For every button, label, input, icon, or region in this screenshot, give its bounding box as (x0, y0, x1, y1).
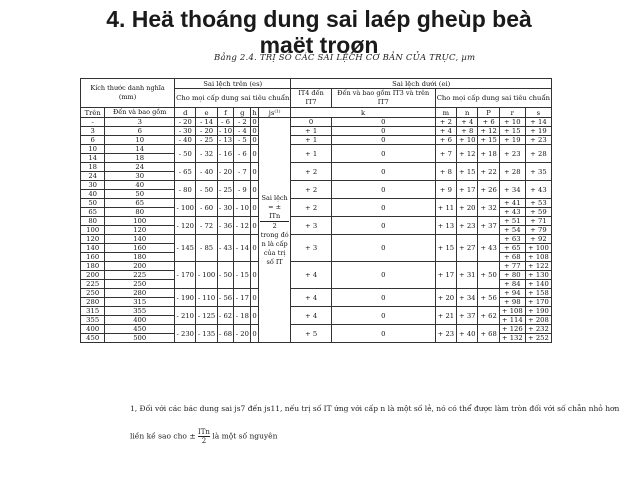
cell-k-it4: + 4 (291, 289, 331, 307)
cell-r: + 68 (499, 253, 525, 262)
cell-n: + 34 (457, 289, 478, 307)
cell-p: + 15 (478, 136, 499, 145)
cell-k-it4: 0 (291, 118, 331, 127)
cell-e: - 100 (196, 262, 217, 289)
cell-k-it4: + 1 (291, 136, 331, 145)
cell-f: - 10 (219, 127, 233, 135)
cell-g: - 6 (234, 145, 251, 163)
size-to: 500 (105, 334, 175, 343)
cell-k-it4: + 5 (291, 325, 331, 343)
cell-m: + 9 (435, 181, 456, 199)
cell-k-it4: + 4 (291, 262, 331, 289)
col-header-lower-0: m (435, 108, 456, 118)
cell-n: + 27 (457, 235, 478, 262)
cell-h: 0 (251, 181, 259, 199)
size-from: 200 (81, 271, 105, 280)
cell-h: 0 (251, 289, 259, 307)
size-from: 280 (81, 298, 105, 307)
table-row (81, 325, 552, 334)
cell-f: - 36 (217, 217, 234, 235)
cell-s: + 232 (525, 325, 551, 334)
table-row (81, 199, 552, 208)
size-to: 225 (105, 271, 175, 280)
cell-d: - 30 (175, 127, 196, 136)
col-header-3: g (234, 108, 251, 118)
cell-n: + 15 (457, 163, 478, 181)
cell-h: 0 (251, 163, 259, 181)
cell-m: + 2 (435, 118, 456, 127)
cell-n: + 17 (457, 181, 478, 199)
size-to: 180 (105, 253, 175, 262)
js-note-line: của trị (263, 248, 286, 257)
cell-r: + 43 (499, 208, 525, 217)
cell-s: + 208 (525, 316, 551, 325)
cell-n: + 37 (457, 307, 478, 325)
cell-r: + 51 (499, 217, 525, 226)
cell-r: + 63 (499, 235, 525, 244)
size-to: 6 (105, 127, 175, 136)
cell-r: + 54 (499, 226, 525, 235)
cell-s: + 92 (525, 235, 551, 244)
slide-title-line2: maët troøn (259, 32, 379, 58)
cell-k-it4: + 3 (291, 217, 331, 235)
table-row (81, 262, 552, 271)
cell-s: + 14 (525, 118, 551, 127)
cell-p: + 62 (478, 307, 499, 325)
cell-d: - 145 (175, 235, 196, 262)
col-header-k: k (291, 108, 435, 118)
cell-k-it4: + 4 (291, 307, 331, 325)
cell-n: + 40 (457, 325, 478, 343)
size-to: 18 (105, 154, 175, 163)
cell-h: 0 (252, 136, 257, 144)
cell-g: - 7 (234, 163, 251, 181)
cell-d: - 80 (175, 181, 196, 199)
cell-p: + 68 (478, 325, 499, 343)
all-grades-header-2: Cho mọi cấp dung sai tiêu chuẩn (435, 89, 551, 108)
cell-e: - 85 (196, 235, 217, 262)
cell-k-it4: + 2 (291, 181, 331, 199)
it3-header: Đến và bao gồm IT3 và trên IT7 (331, 89, 435, 108)
cell-h: 0 (251, 145, 259, 163)
cell-e: - 60 (196, 199, 217, 217)
fraction-numerator: ITn (198, 428, 210, 436)
cell-h: 0 (252, 118, 257, 126)
size-to: 280 (105, 289, 175, 298)
cell-e: - 125 (196, 307, 217, 325)
table-caption: Bảng 2.4. TRỊ SỐ CÁC SAI LỆCH CƠ BẢN CỦA TRỤC, µm (214, 53, 476, 63)
cell-k-it4: + 2 (291, 199, 331, 217)
cell-p: + 18 (478, 145, 499, 163)
cell-s: + 53 (525, 199, 551, 208)
cell-d: - 40 (175, 136, 196, 145)
cell-g: - 17 (234, 289, 251, 307)
cell-p: + 43 (478, 235, 499, 262)
size-from: 40 (81, 190, 105, 199)
cell-s: + 122 (525, 262, 551, 271)
cell-k-it3: 0 (331, 136, 435, 145)
cell-r: + 23 (499, 145, 525, 163)
slide-title-line1: 4. Heä thoáng dung sai laép gheùp beà (106, 6, 532, 32)
table-row (81, 289, 552, 298)
cell-d: - 20 (175, 118, 196, 127)
cell-r: + 126 (499, 325, 525, 334)
cell-f: - 6 (217, 118, 234, 127)
it4-header: IT4 đến IT7 (291, 89, 331, 108)
size-from: 24 (81, 172, 105, 181)
size-to: 10 (105, 136, 175, 145)
cell-s: + 23 (525, 136, 551, 145)
size-from: 30 (81, 181, 105, 190)
cell-p: + 56 (478, 289, 499, 307)
cell-p: + 12 (478, 127, 499, 136)
cell-e: - 110 (196, 289, 217, 307)
cell-f: - 20 (217, 163, 234, 181)
cell-g: - 10 (234, 199, 251, 217)
col-header-0: d (175, 108, 196, 118)
size-from: 65 (81, 208, 105, 217)
js-formula-cell (258, 118, 290, 343)
size-from: 450 (81, 334, 105, 343)
cell-f: - 68 (217, 325, 234, 343)
table-row (81, 136, 552, 145)
cell-s: + 108 (525, 253, 551, 262)
cell-m: + 7 (435, 145, 456, 163)
cell-m: + 13 (435, 217, 456, 235)
cell-r: + 114 (499, 316, 525, 325)
cell-r: + 28 (499, 163, 525, 181)
cell-e: - 50 (196, 181, 217, 199)
cell-r: + 94 (499, 289, 525, 298)
cell-r: + 10 (499, 118, 525, 127)
cell-d: - 170 (175, 262, 196, 289)
cell-n: + 10 (457, 136, 478, 145)
all-grades-header: Cho mọi cấp dung sai tiêu chuẩn (175, 89, 291, 108)
col-header-lower-1: n (457, 108, 478, 118)
cell-d: - 210 (175, 307, 196, 325)
size-from: 14 (81, 154, 105, 163)
size-to: 450 (105, 325, 175, 334)
cell-g: - 14 (234, 235, 251, 262)
cell-k-it4: + 1 (291, 127, 331, 136)
cell-k-it3: 0 (331, 127, 435, 136)
js-note-line: Sai lệch (261, 193, 288, 202)
col-header-4: h (252, 108, 257, 117)
cell-d: - 230 (175, 325, 196, 343)
size-from: 250 (81, 289, 105, 298)
cell-m: + 15 (435, 235, 456, 262)
cell-r: + 108 (499, 307, 525, 316)
size-from: 50 (81, 199, 105, 208)
cell-m: + 11 (435, 199, 456, 217)
cell-s: + 190 (525, 307, 551, 316)
cell-s: + 170 (525, 298, 551, 307)
cell-d: - 100 (175, 199, 196, 217)
table-row (81, 145, 552, 154)
cell-e: - 40 (196, 163, 217, 181)
js-note-line: n là cấp (261, 239, 288, 248)
cell-n: + 31 (457, 262, 478, 289)
col-header-5: js⁽¹⁾ (258, 108, 290, 118)
upper-deviation-header: Sai lệch trên (es) (175, 79, 291, 89)
size-to: 80 (105, 208, 175, 217)
cell-e: - 14 (196, 118, 217, 127)
cell-k-it3: 0 (331, 163, 435, 181)
cell-f: - 50 (217, 262, 234, 289)
col-header-lower-2: P (478, 108, 499, 118)
cell-p: + 32 (478, 199, 499, 217)
cell-d: - 120 (175, 217, 196, 235)
size-from: - (81, 118, 105, 127)
cell-r: + 19 (499, 136, 525, 145)
cell-e: - 25 (196, 136, 217, 145)
cell-e: - 135 (196, 325, 217, 343)
table-row (81, 127, 552, 136)
cell-r: + 41 (499, 199, 525, 208)
cell-k-it3: 0 (331, 262, 435, 289)
cell-d: - 50 (175, 145, 196, 163)
cell-s: + 59 (525, 208, 551, 217)
cell-k-it3: 0 (331, 325, 435, 343)
col-header-lower-4: s (525, 108, 551, 118)
cell-r: + 15 (499, 127, 525, 136)
cell-g: - 9 (234, 181, 251, 199)
cell-f: - 30 (217, 199, 234, 217)
js-note-line: số IT (266, 257, 283, 266)
cell-s: + 140 (525, 280, 551, 289)
cell-f: - 43 (217, 235, 234, 262)
cell-m: + 23 (435, 325, 456, 343)
cell-d: - 190 (175, 289, 196, 307)
table-row (81, 235, 552, 244)
cell-k-it4: + 1 (291, 145, 331, 163)
size-from: 18 (81, 163, 105, 172)
size-to: 30 (105, 172, 175, 181)
cell-m: + 8 (435, 163, 456, 181)
size-to: 315 (105, 298, 175, 307)
cell-h: 0 (251, 235, 259, 262)
cell-g: - 2 (234, 118, 251, 127)
size-to: 65 (105, 199, 175, 208)
size-to: 250 (105, 280, 175, 289)
cell-s: + 43 (525, 181, 551, 199)
size-from: 225 (81, 280, 105, 289)
cell-k-it3: 0 (331, 199, 435, 217)
cell-g: - 18 (234, 307, 251, 325)
size-from: 80 (81, 217, 105, 226)
cell-e: - 72 (196, 217, 217, 235)
cell-s: + 79 (525, 226, 551, 235)
cell-g: - 20 (234, 325, 251, 343)
size-from: 180 (81, 262, 105, 271)
table-row (81, 118, 552, 127)
cell-f: - 16 (217, 145, 234, 163)
cell-s: + 71 (525, 217, 551, 226)
cell-m: + 20 (435, 289, 456, 307)
cell-p: + 26 (478, 181, 499, 199)
col-header-lower-3: r (499, 108, 525, 118)
cell-s: + 100 (525, 244, 551, 253)
cell-p: + 50 (478, 262, 499, 289)
cell-g: - 4 (234, 127, 251, 136)
cell-k-it3: 0 (331, 145, 435, 163)
size-to: 3 (105, 118, 175, 127)
cell-f: - 56 (217, 289, 234, 307)
size-to: 100 (105, 217, 175, 226)
cell-k-it3: 0 (331, 118, 435, 127)
table-row (81, 163, 552, 172)
cell-f: - 25 (217, 181, 234, 199)
cell-m: + 21 (435, 307, 456, 325)
js-note-line: 2 (272, 221, 277, 230)
table-row (81, 181, 552, 190)
col-header-2: f (217, 108, 234, 118)
cell-m: + 6 (435, 136, 456, 145)
slide-title (0, 6, 638, 58)
cell-m: + 4 (435, 127, 456, 136)
cell-r: + 34 (499, 181, 525, 199)
footnote-1: 1, Đối với các bác dung sai js7 đến js11, nếu trị số IT ứng với cấp n là một số lẻ, nó có thể được làm tròn đối với số chẵn nhỏ hơn (130, 404, 620, 413)
header-row (81, 108, 552, 118)
cell-k-it3: 0 (331, 235, 435, 262)
js-note-line: trong đó (260, 230, 289, 239)
col-header-1: e (196, 108, 217, 118)
cell-f: - 62 (217, 307, 234, 325)
cell-k-it4: + 3 (291, 235, 331, 262)
table-row (81, 217, 552, 226)
size-to: 120 (105, 226, 175, 235)
cell-n: + 8 (457, 127, 478, 136)
deviation-table (80, 78, 552, 343)
size-from: 100 (81, 226, 105, 235)
cell-m: + 17 (435, 262, 456, 289)
cell-s: + 28 (525, 145, 551, 163)
size-from: 120 (81, 235, 105, 244)
cell-d: - 65 (175, 163, 196, 181)
cell-s: + 19 (525, 127, 551, 136)
cell-h: 0 (251, 262, 259, 289)
footnote-2 (130, 428, 277, 445)
cell-g: - 5 (234, 136, 251, 145)
cell-g: - 12 (234, 217, 251, 235)
cell-n: + 4 (457, 118, 478, 127)
cell-f: - 13 (219, 136, 233, 144)
size-to: 24 (105, 163, 175, 172)
col-header-den: Đến và bao gồm (105, 108, 175, 118)
cell-h: 0 (251, 199, 259, 217)
footnote-2-text-b: là một số nguyên (212, 431, 278, 441)
cell-k-it4: + 2 (291, 163, 331, 181)
col-header-tren: Trên (81, 108, 105, 118)
size-from: 10 (81, 145, 105, 154)
cell-r: + 132 (499, 334, 525, 343)
cell-r: + 84 (499, 280, 525, 289)
size-from: 400 (81, 325, 105, 334)
footnote-2-text-a: liền kề sao cho ± (130, 431, 196, 441)
cell-k-it3: 0 (331, 307, 435, 325)
cell-n: + 12 (457, 145, 478, 163)
size-to: 400 (105, 316, 175, 325)
size-from: 6 (81, 136, 105, 145)
cell-g: - 15 (234, 262, 251, 289)
cell-s: + 130 (525, 271, 551, 280)
cell-k-it3: 0 (331, 181, 435, 199)
js-note-line: = ± (268, 202, 282, 211)
cell-e: - 32 (196, 145, 217, 163)
cell-k-it3: 0 (331, 217, 435, 235)
size-from: 3 (81, 127, 105, 136)
cell-h: 0 (252, 127, 257, 135)
js-note-line: ITn (260, 212, 289, 222)
size-to: 200 (105, 262, 175, 271)
fraction-denominator: 2 (201, 437, 207, 445)
cell-h: 0 (251, 217, 259, 235)
cell-p: + 37 (478, 217, 499, 235)
size-header: Kích thước danh nghĩa (mm) (81, 79, 175, 108)
cell-p: + 22 (478, 163, 499, 181)
cell-h: 0 (251, 307, 259, 325)
footnote-fraction (198, 428, 210, 445)
cell-p: + 6 (478, 118, 499, 127)
size-to: 14 (105, 145, 175, 154)
cell-n: + 23 (457, 217, 478, 235)
cell-r: + 77 (499, 262, 525, 271)
size-from: 140 (81, 244, 105, 253)
cell-n: + 20 (457, 199, 478, 217)
size-to: 40 (105, 181, 175, 190)
size-from: 355 (81, 316, 105, 325)
size-to: 50 (105, 190, 175, 199)
cell-s: + 252 (525, 334, 551, 343)
cell-h: 0 (251, 325, 259, 343)
size-from: 315 (81, 307, 105, 316)
cell-r: + 98 (499, 298, 525, 307)
cell-s: + 158 (525, 289, 551, 298)
size-from: 160 (81, 253, 105, 262)
cell-s: + 35 (525, 163, 551, 181)
size-to: 160 (105, 244, 175, 253)
cell-r: + 80 (499, 271, 525, 280)
cell-k-it3: 0 (331, 289, 435, 307)
size-to: 140 (105, 235, 175, 244)
table-row (81, 307, 552, 316)
lower-deviation-header: Sai lệch dưới (ei) (291, 79, 552, 89)
cell-e: - 20 (196, 127, 217, 136)
cell-r: + 65 (499, 244, 525, 253)
header-row (81, 79, 552, 89)
size-to: 355 (105, 307, 175, 316)
